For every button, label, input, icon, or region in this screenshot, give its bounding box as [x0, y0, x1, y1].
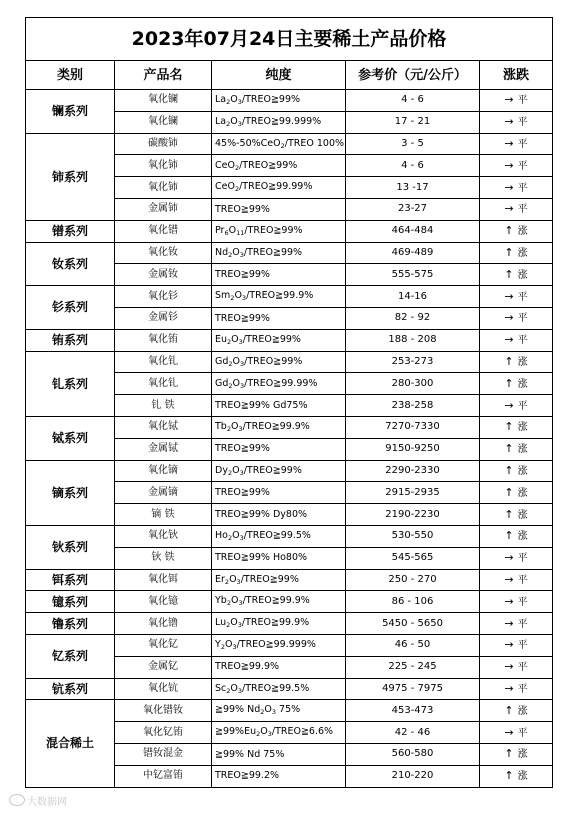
trend-label: 平 — [517, 117, 528, 129]
trend-cell — [480, 133, 553, 155]
trend-cell — [480, 351, 553, 373]
arrow-right-icon: → — [504, 158, 514, 172]
header-trend: 涨跌 — [480, 61, 553, 90]
purity-cell: TREO≧99.2% — [212, 765, 346, 787]
category-cell: 铕系列 — [26, 329, 115, 351]
purity-cell: $Sc_2O_3/TREO≧99.5\%$ — [212, 678, 346, 700]
product-cell: 氧化钆 — [115, 373, 212, 395]
purity-cell: $Tb_2O_3/TREO≧99.9\%$ — [212, 416, 346, 438]
purity-cell: TREO≧99% Dy80% — [212, 504, 346, 526]
trend-cell — [480, 264, 553, 286]
product-cell: 镝 铁 — [115, 504, 212, 526]
table-row — [26, 220, 553, 242]
purity-cell: $≧99\%Eu_2O_3/TREO≧6.6\%$ — [212, 722, 346, 744]
purity-cell: $Dy_2O_3/TREO≧99\%$ — [212, 460, 346, 482]
purity-cell: $Sm_2O_3/TREO≧99.9\%$ — [212, 286, 346, 308]
trend-cell — [480, 678, 553, 700]
watermark-text: 大数据网 — [27, 797, 67, 808]
purity-cell: CeO$_2$/TREO≧99% — [212, 155, 346, 177]
purity-cell: TREO≧99% — [212, 198, 346, 220]
price-cell: 2190-2230 — [346, 504, 480, 526]
trend-label: 平 — [517, 313, 528, 325]
header-row — [26, 61, 553, 90]
trend-cell — [480, 438, 553, 460]
product-cell: 氧化铕 — [115, 329, 212, 351]
purity-cell: $Nd_2O_3/TREO≧99\%$ — [212, 242, 346, 264]
price-cell: 4 - 6 — [346, 90, 480, 112]
trend-cell — [480, 504, 553, 526]
product-cell: 金属镝 — [115, 482, 212, 504]
purity-cell: 45%-50%CeO$_2$/TREO 100% — [212, 133, 346, 155]
trend-cell — [480, 416, 553, 438]
category-cell: 镨系列 — [26, 220, 115, 242]
price-cell: 23-27 — [346, 198, 480, 220]
price-cell: 4 - 6 — [346, 155, 480, 177]
trend-label: 涨 — [517, 771, 528, 783]
price-cell: 3 - 5 — [346, 133, 480, 155]
product-cell: 金属钕 — [115, 264, 212, 286]
trend-cell — [480, 460, 553, 482]
arrow-right-icon: → — [504, 136, 514, 150]
trend-cell — [480, 765, 553, 787]
product-cell: 金属钇 — [115, 656, 212, 678]
header-purity: 纯度 — [212, 61, 346, 90]
table-row — [26, 525, 553, 547]
trend-cell — [480, 395, 553, 417]
product-cell: 氧化镨钕 — [115, 700, 212, 722]
trend-label: 涨 — [517, 749, 528, 761]
price-cell: 280-300 — [346, 373, 480, 395]
trend-label: 涨 — [517, 465, 528, 477]
product-cell: 金属铈 — [115, 198, 212, 220]
arrow-right-icon: → — [504, 202, 514, 216]
arrow-right-icon: → — [504, 572, 514, 586]
trend-label: 涨 — [517, 356, 528, 368]
purity-cell: $Gd_2O_3/TREO≧99\%$ — [212, 351, 346, 373]
price-cell: 238-258 — [346, 395, 480, 417]
page-title: 2023年07月24日主要稀土产品价格 — [26, 18, 553, 61]
arrow-up-icon: ↑ — [504, 703, 514, 717]
price-cell: 7270-7330 — [346, 416, 480, 438]
purity-cell: ≧99% $Nd_2O_3$ 75% — [212, 700, 346, 722]
trend-cell — [480, 743, 553, 765]
purity-cell: $Er_2O_3/TREO≧99\%$ — [212, 569, 346, 591]
category-cell: 钕系列 — [26, 242, 115, 286]
arrow-up-icon: ↑ — [504, 463, 514, 477]
trend-label: 涨 — [517, 531, 528, 543]
header-product: 产品名 — [115, 61, 212, 90]
trend-label: 涨 — [517, 422, 528, 434]
trend-cell — [480, 220, 553, 242]
product-cell: 氧化钇 — [115, 634, 212, 656]
trend-cell — [480, 482, 553, 504]
trend-label: 平 — [517, 291, 528, 303]
header-category: 类别 — [26, 61, 115, 90]
product-cell: 氧化钇铕 — [115, 722, 212, 744]
arrow-right-icon: → — [504, 725, 514, 739]
category-cell: 铒系列 — [26, 569, 115, 591]
arrow-right-icon: → — [504, 660, 514, 674]
trend-cell — [480, 722, 553, 744]
category-cell: 钐系列 — [26, 286, 115, 330]
trend-cell — [480, 525, 553, 547]
price-cell: 555-575 — [346, 264, 480, 286]
trend-cell — [480, 155, 553, 177]
trend-label: 平 — [517, 574, 528, 586]
purity-cell: $Pr_6O_{11}/TREO≧99\%$ — [212, 220, 346, 242]
product-cell: 氧化钆 — [115, 351, 212, 373]
price-cell: 42 - 46 — [346, 722, 480, 744]
arrow-right-icon: → — [504, 93, 514, 107]
trend-label: 平 — [517, 618, 528, 630]
price-cell: 545-565 — [346, 547, 480, 569]
product-cell: 碳酸铈 — [115, 133, 212, 155]
trend-label: 平 — [517, 400, 528, 412]
purity-cell: CeO$_2$/TREO≧99.99% — [212, 177, 346, 199]
price-cell: 17 - 21 — [346, 111, 480, 133]
purity-cell: $La_2O_3/TREO≧99\%$ — [212, 90, 346, 112]
trend-cell — [480, 198, 553, 220]
trend-cell — [480, 242, 553, 264]
trend-label: 平 — [517, 335, 528, 347]
purity-cell: TREO≧99.9% — [212, 656, 346, 678]
arrow-right-icon: → — [504, 115, 514, 129]
price-cell: 453-473 — [346, 700, 480, 722]
table-row — [26, 329, 553, 351]
trend-label: 平 — [517, 204, 528, 216]
price-cell: 210-220 — [346, 765, 480, 787]
product-cell: 钆 铁 — [115, 395, 212, 417]
arrow-right-icon: → — [504, 616, 514, 630]
category-cell: 钬系列 — [26, 525, 115, 569]
trend-label: 涨 — [517, 705, 528, 717]
category-cell: 镥系列 — [26, 613, 115, 635]
table-row — [26, 678, 553, 700]
price-cell: 2290-2330 — [346, 460, 480, 482]
category-cell: 镝系列 — [26, 460, 115, 525]
arrow-up-icon: ↑ — [504, 245, 514, 259]
watermark-logo-icon — [9, 794, 25, 806]
table-row — [26, 416, 553, 438]
arrow-up-icon: ↑ — [504, 485, 514, 499]
table-row — [26, 700, 553, 722]
price-cell: 464-484 — [346, 220, 480, 242]
table-row — [26, 90, 553, 112]
product-cell: 氧化镝 — [115, 460, 212, 482]
trend-label: 涨 — [517, 487, 528, 499]
price-cell: 14-16 — [346, 286, 480, 308]
price-cell: 250 - 270 — [346, 569, 480, 591]
trend-cell — [480, 286, 553, 308]
arrow-right-icon: → — [504, 333, 514, 347]
table-row — [26, 460, 553, 482]
category-cell: 铽系列 — [26, 416, 115, 460]
trend-label: 平 — [517, 640, 528, 652]
trend-cell — [480, 90, 553, 112]
trend-cell — [480, 613, 553, 635]
trend-label: 涨 — [517, 226, 528, 238]
trend-label: 平 — [517, 160, 528, 172]
trend-label: 平 — [517, 727, 528, 739]
price-cell: 2915-2935 — [346, 482, 480, 504]
product-cell: 镨钕混金 — [115, 743, 212, 765]
trend-cell — [480, 700, 553, 722]
trend-label: 平 — [517, 95, 528, 107]
product-cell: 氧化钪 — [115, 678, 212, 700]
trend-label: 平 — [517, 683, 528, 695]
arrow-up-icon: ↑ — [504, 747, 514, 761]
table-row — [26, 634, 553, 656]
product-cell: 氧化镧 — [115, 90, 212, 112]
price-table — [25, 17, 553, 788]
arrow-up-icon: ↑ — [504, 442, 514, 456]
trend-label: 涨 — [517, 444, 528, 456]
product-cell: 氧化铈 — [115, 155, 212, 177]
price-cell: 253-273 — [346, 351, 480, 373]
arrow-up-icon: ↑ — [504, 267, 514, 281]
purity-cell: ≧99% Nd 75% — [212, 743, 346, 765]
price-cell: 225 - 245 — [346, 656, 480, 678]
arrow-right-icon: → — [504, 551, 514, 565]
purity-cell: TREO≧99% — [212, 438, 346, 460]
product-cell: 氧化钕 — [115, 242, 212, 264]
trend-cell — [480, 373, 553, 395]
price-cell: 188 - 208 — [346, 329, 480, 351]
arrow-right-icon: → — [504, 638, 514, 652]
trend-label: 平 — [517, 662, 528, 674]
purity-cell: $Gd_2O_3/TREO≧99.99\%$ — [212, 373, 346, 395]
table-row — [26, 242, 553, 264]
table-row — [26, 286, 553, 308]
arrow-right-icon: → — [504, 681, 514, 695]
price-cell: 469-489 — [346, 242, 480, 264]
product-cell: 氧化钐 — [115, 286, 212, 308]
category-cell: 镧系列 — [26, 90, 115, 134]
product-cell: 氧化镥 — [115, 613, 212, 635]
product-cell: 氧化钬 — [115, 525, 212, 547]
watermark — [9, 793, 67, 808]
trend-label: 涨 — [517, 378, 528, 390]
trend-cell — [480, 111, 553, 133]
table-body — [26, 90, 553, 788]
trend-label: 平 — [517, 596, 528, 608]
arrow-up-icon: ↑ — [504, 420, 514, 434]
category-cell: 镱系列 — [26, 591, 115, 613]
price-cell: 9150-9250 — [346, 438, 480, 460]
purity-cell: TREO≧99% Ho80% — [212, 547, 346, 569]
price-cell: 82 - 92 — [346, 307, 480, 329]
arrow-right-icon: → — [504, 594, 514, 608]
product-cell: 中钇富铕 — [115, 765, 212, 787]
table-row — [26, 613, 553, 635]
purity-cell: TREO≧99% Gd75% — [212, 395, 346, 417]
purity-cell: TREO≧99% — [212, 264, 346, 286]
table-row — [26, 591, 553, 613]
purity-cell: TREO≧99% — [212, 482, 346, 504]
trend-cell — [480, 591, 553, 613]
price-cell: 5450 - 5650 — [346, 613, 480, 635]
purity-cell: $Yb_2O_3/TREO≧99.9\%$ — [212, 591, 346, 613]
trend-label: 平 — [517, 182, 528, 194]
trend-label: 平 — [517, 553, 528, 565]
product-cell: 氧化镨 — [115, 220, 212, 242]
product-cell: 氧化铽 — [115, 416, 212, 438]
product-cell: 氧化镱 — [115, 591, 212, 613]
price-cell: 46 - 50 — [346, 634, 480, 656]
trend-label: 平 — [517, 138, 528, 150]
arrow-right-icon: → — [504, 311, 514, 325]
trend-cell — [480, 656, 553, 678]
purity-cell: TREO≧99% — [212, 307, 346, 329]
category-cell: 钪系列 — [26, 678, 115, 700]
trend-cell — [480, 634, 553, 656]
trend-label: 涨 — [517, 509, 528, 521]
price-cell: 4975 - 7975 — [346, 678, 480, 700]
product-cell: 金属钐 — [115, 307, 212, 329]
purity-cell: $Y_2O_3/TREO≧99.999\%$ — [212, 634, 346, 656]
price-cell: 560-580 — [346, 743, 480, 765]
purity-cell: $Ho_2O_3/TREO≧99.5\%$ — [212, 525, 346, 547]
arrow-up-icon: ↑ — [504, 769, 514, 783]
arrow-up-icon: ↑ — [504, 224, 514, 238]
arrow-right-icon: → — [504, 289, 514, 303]
trend-cell — [480, 177, 553, 199]
trend-cell — [480, 307, 553, 329]
arrow-right-icon: → — [504, 180, 514, 194]
arrow-up-icon: ↑ — [504, 376, 514, 390]
table-row — [26, 133, 553, 155]
category-cell: 铈系列 — [26, 133, 115, 220]
price-cell: 13 -17 — [346, 177, 480, 199]
product-cell: 金属铽 — [115, 438, 212, 460]
purity-cell: $La_2O_3/TREO≧99.999\%$ — [212, 111, 346, 133]
product-cell: 氧化镧 — [115, 111, 212, 133]
trend-cell — [480, 547, 553, 569]
price-cell: 86 - 106 — [346, 591, 480, 613]
trend-label: 涨 — [517, 247, 528, 259]
arrow-right-icon: → — [504, 398, 514, 412]
trend-cell — [480, 569, 553, 591]
purity-cell: $Eu_2O_3/TREO≧99\%$ — [212, 329, 346, 351]
product-cell: 钬 铁 — [115, 547, 212, 569]
arrow-up-icon: ↑ — [504, 507, 514, 521]
product-cell: 氧化铈 — [115, 177, 212, 199]
price-sheet — [25, 17, 552, 788]
header-price: 参考价（元/公斤） — [346, 61, 480, 90]
arrow-up-icon: ↑ — [504, 354, 514, 368]
category-cell: 钇系列 — [26, 634, 115, 678]
category-cell: 钆系列 — [26, 351, 115, 416]
category-cell: 混合稀土 — [26, 700, 115, 787]
price-cell: 530-550 — [346, 525, 480, 547]
table-row — [26, 569, 553, 591]
table-row — [26, 351, 553, 373]
purity-cell: $Lu_2O_3/TREO≧99.9\%$ — [212, 613, 346, 635]
trend-cell — [480, 329, 553, 351]
arrow-up-icon: ↑ — [504, 529, 514, 543]
product-cell: 氧化铒 — [115, 569, 212, 591]
trend-label: 涨 — [517, 269, 528, 281]
